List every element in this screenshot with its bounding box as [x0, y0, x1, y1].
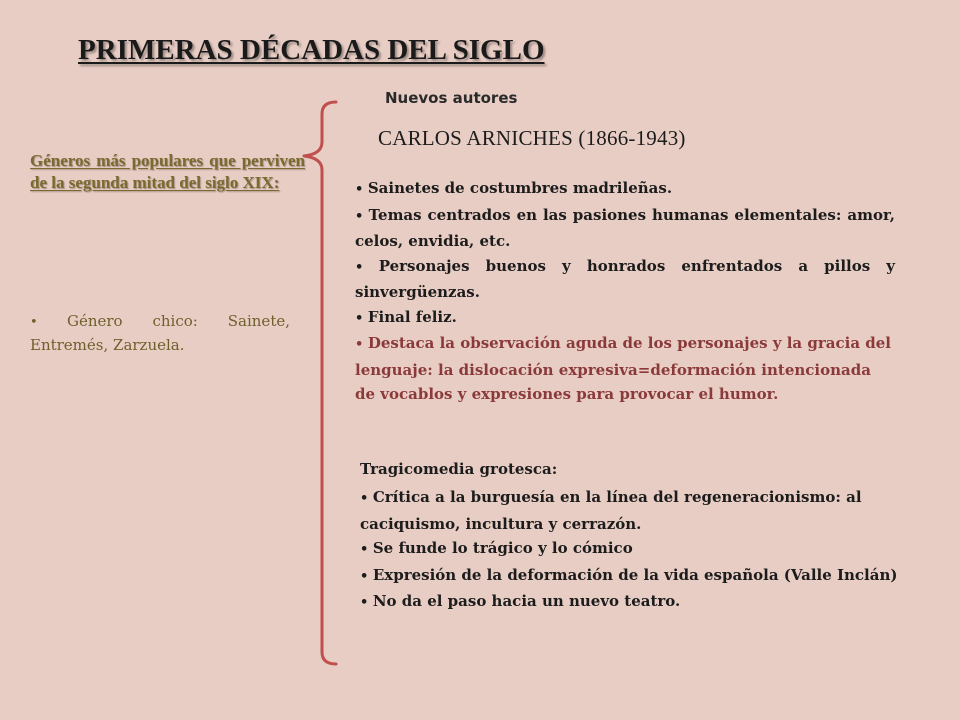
list-item: • No da el paso hacia un nuevo teatro.: [360, 589, 910, 616]
subtitle-nuevos-autores: Nuevos autores: [385, 89, 518, 107]
list-item-genero-chico: • Género chico: Sainete, Entremés, Zarzuela.: [30, 310, 290, 357]
arniches-features-list: [355, 176, 895, 407]
tragicomedia-heading: Tragicomedia grotesca:: [360, 460, 558, 478]
left-genres-list: [30, 310, 290, 357]
left-genres-heading: Géneros más populares que perviven de la segunda mitad del siglo XIX:: [30, 151, 305, 192]
author-heading: CARLOS ARNICHES (1866-1943): [378, 126, 686, 150]
tragicomedia-list: [360, 485, 910, 616]
list-item: • Personajes buenos y honrados enfrentados a pillos y sinvergüenzas.: [355, 254, 895, 305]
list-item: • Se funde lo trágico y lo cómico: [360, 536, 910, 563]
list-item: • Crítica a la burguesía en la línea del regeneracionismo: al caciquismo, incultura y cerrazón.: [360, 485, 910, 536]
list-item: • Sainetes de costumbres madrileñas.: [355, 176, 895, 203]
list-item: • Final feliz.: [355, 305, 895, 332]
list-item-highlight: • Destaca la observación aguda de los personajes y la gracia del lenguaje: la dislocación expresiva=deformación intencionada de vocablos y expresiones para provocar el humor.: [355, 331, 895, 407]
left-curly-bracket: [300, 98, 360, 668]
slide-title: PRIMERAS DÉCADAS DEL SIGLO: [78, 34, 545, 66]
list-item: • Temas centrados en las pasiones humanas elementales: amor, celos, envidia, etc.: [355, 203, 895, 254]
list-item: • Expresión de la deformación de la vida española (Valle Inclán): [360, 563, 910, 590]
